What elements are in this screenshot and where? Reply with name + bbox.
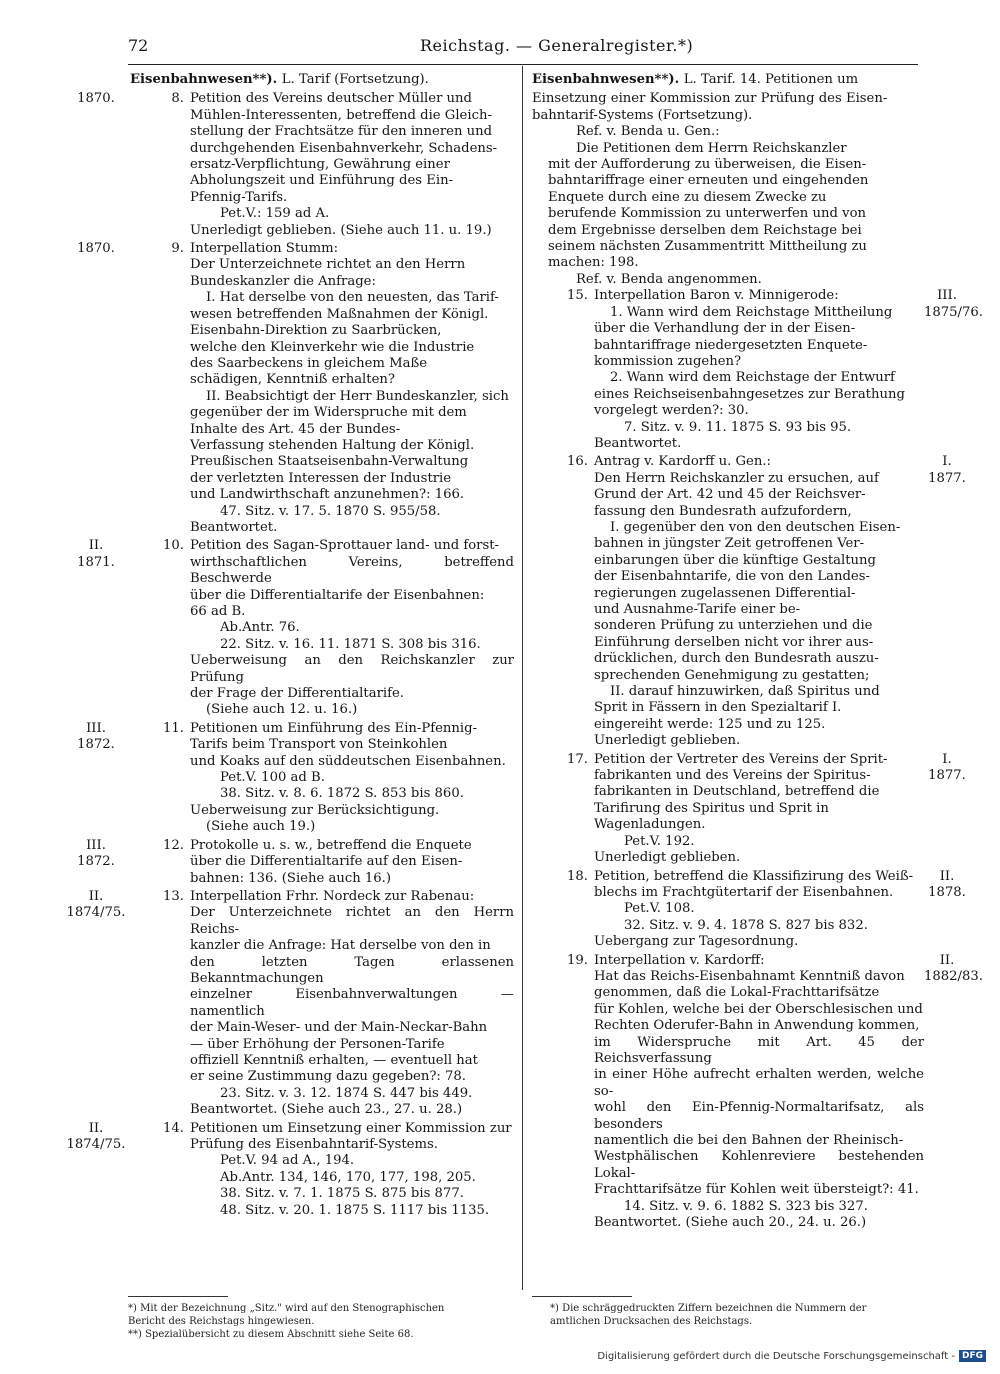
index-entry <box>532 952 983 1232</box>
entry-line: wohl den Ein-Pfennig-Normaltarifsatz, als besonders <box>594 1100 924 1132</box>
entry-number: 19. <box>567 952 588 968</box>
index-entry <box>532 454 970 749</box>
entry-line: über die Differentialtarife der Eisenbahnen: <box>190 587 485 603</box>
entry-line: der verletzten Interessen der Industrie <box>190 470 452 486</box>
entry-number: 10. <box>163 538 184 554</box>
page-number: 72 <box>128 36 149 55</box>
session-year: 1871. <box>77 554 115 570</box>
entry-number: 14. <box>163 1120 184 1136</box>
entry-line: Verfassung stehenden Haltung der Königl. <box>190 437 475 453</box>
session-label: III. <box>937 288 957 304</box>
entry-line: (Siehe auch 19.) <box>206 819 316 835</box>
right-column <box>532 72 983 1233</box>
entry-line: Pet.V. 108. <box>624 901 695 917</box>
entry-line: Eisenbahn-Direktion zu Saarbrücken, <box>190 323 442 339</box>
entry-number: 9. <box>171 241 184 257</box>
continuation-line: Einsetzung einer Kommission zur Prüfung des Eisen- <box>532 91 888 107</box>
entry-line: 66 ad B. <box>190 604 246 619</box>
entry-line: Unerledigt geblieben. <box>594 850 741 866</box>
entry-list <box>532 288 983 1231</box>
entry-line: Einführung derselben nicht vor ihrer aus- <box>594 634 874 650</box>
entry-session <box>924 288 983 452</box>
entry-line: wirthschaftlichen Vereins, betreffend Beschwerde <box>190 554 514 587</box>
entry-body <box>594 953 924 1232</box>
entry-line: Petitionen um Einführung des Ein-Pfennig- <box>190 720 478 736</box>
entry-body <box>190 1121 514 1219</box>
entry-line: 48. Sitz. v. 20. 1. 1875 S. 1117 bis 1135. <box>220 1202 490 1218</box>
index-entry <box>66 838 514 887</box>
session-label: I. <box>942 454 952 470</box>
entry-line: I. gegenüber den von den deutschen Eisen- <box>610 519 901 535</box>
entry-line: welche den Kleinverkehr wie die Industrie <box>190 339 475 355</box>
entry-line: Petitionen um Einsetzung einer Kommission zur <box>190 1120 512 1136</box>
index-entry <box>532 752 970 867</box>
entry-session <box>924 752 970 867</box>
entry-line: Beantwortet. <box>190 519 278 535</box>
entry-line: Petition der Vertreter des Vereins der Sprit- <box>594 751 888 767</box>
entry-line: schädigen, Kenntniß erhalten? <box>190 372 395 388</box>
session-label: II. <box>939 868 955 884</box>
entry-line: des Saarbeckens in gleichem Maße <box>190 355 428 371</box>
entry-body <box>190 538 514 718</box>
entry-line: 22. Sitz. v. 16. 11. 1871 S. 308 bis 316. <box>220 636 481 652</box>
entry-line: im Widerspruche mit Art. 45 der Reichsverfassung <box>594 1034 924 1066</box>
footnote-line: *) Mit der Bezeichnung „Sitz." wird auf den Stenographischen <box>128 1303 445 1314</box>
entry-line: Pet.V. 100 ad B. <box>220 770 325 786</box>
entry-line: Beantwortet. <box>594 435 682 451</box>
entry-line: Der Unterzeichnete richtet an den Herrn Reichs- <box>190 905 514 937</box>
entry-line: 2. Wann wird dem Reichstage der Entwurf <box>610 370 895 386</box>
entry-line: wesen betreffenden Maßnahmen der Königl. <box>190 306 489 322</box>
entry-line: namentlich die bei den Bahnen der Rheinisch- <box>594 1133 904 1148</box>
footnote-rule <box>128 1296 228 1297</box>
entry-line: fabrikanten in Deutschland, betreffend die <box>594 784 880 800</box>
index-entry <box>66 1121 514 1219</box>
footnote-line: **) Spezialübersicht zu diesem Abschnitt siehe Seite 68. <box>128 1329 414 1340</box>
entry-line: Uebergang zur Tagesordnung. <box>594 934 799 950</box>
entry-session <box>66 721 126 836</box>
entry-line: und Ausnahme-Tarife einer be- <box>594 602 801 617</box>
session-label: I. <box>942 751 952 767</box>
entry-session <box>66 838 126 887</box>
entry-line: Pet.V.: 159 ad A. <box>220 206 330 222</box>
entry-session <box>66 538 126 718</box>
entry-line: fassung den Bundesrath aufzufordern, <box>594 503 852 519</box>
entry-line: kommission zugehen? <box>594 353 742 369</box>
footnotes-right <box>550 1302 930 1328</box>
entry-body <box>190 721 514 836</box>
footnote-line: amtlichen Drucksachen des Reichstags. <box>550 1316 753 1327</box>
running-title: Reichstag. — Generalregister.*) <box>420 36 694 55</box>
session-label: III. <box>86 720 106 736</box>
session-year: 1878. <box>928 884 966 900</box>
entry-line: Protokolle u. s. w., betreffend die Enquete <box>190 837 472 853</box>
entry-line: über die Verhandlung der in der Eisen- <box>594 321 856 337</box>
entry-line: Antrag v. Kardorff u. Gen.: <box>594 454 771 470</box>
entry-line: sprechenden Genehmigung zu gestatten; <box>594 667 870 683</box>
entry-line: Rechten Oderufer-Bahn in Anwendung kommen, <box>594 1018 920 1034</box>
entry-line: eingereiht werde: 125 und zu 125. <box>594 716 826 732</box>
entry-body <box>190 91 514 239</box>
session-label: III. <box>86 837 106 853</box>
entry-body <box>190 889 514 1119</box>
footnote-rule <box>532 1296 632 1297</box>
entry-body <box>594 454 924 749</box>
entry-line: II. Beabsichtigt der Herr Bundeskanzler, sich <box>206 388 509 404</box>
session-year: 1877. <box>928 768 966 784</box>
entry-line: Mühlen-Interessenten, betreffend die Gleich- <box>190 107 492 123</box>
entry-line: Interpellation v. Kardorff: <box>594 952 765 968</box>
entry-body <box>190 241 514 536</box>
entry-line: Hat das Reichs-Eisenbahnamt Kenntniß davon <box>594 968 905 984</box>
entry-line: Ueberweisung zur Berücksichtigung. <box>190 802 440 818</box>
entry-line: Pfennig-Tarifs. <box>190 189 288 205</box>
entry-line: Petition, betreffend die Klassifizirung des Weiß- <box>594 868 914 884</box>
continuation-line: bahntarif-Systems (Fortsetzung). <box>532 107 753 123</box>
entry-line: Interpellation Frhr. Nordeck zur Rabenau: <box>190 888 475 904</box>
entry-line: Tarifirung des Spiritus und Sprit in <box>594 800 829 816</box>
session-year: 1882/83. <box>924 968 983 984</box>
entry-line: Petition des Sagan-Sprottauer land- und forst- <box>190 538 500 554</box>
entry-line: durchgehenden Eisenbahnverkehr, Schadens- <box>190 140 498 156</box>
index-entry <box>66 91 514 239</box>
footnote-line: Bericht des Reichstags hingewiesen. <box>128 1316 315 1327</box>
entry-number: 15. <box>567 288 588 304</box>
entry-line: ersatz-Verpflichtung, Gewährung einer <box>190 157 450 173</box>
entry-list <box>66 91 514 1219</box>
section-subtitle: L. Tarif (Fortsetzung). <box>281 72 429 87</box>
session-year: 1874/75. <box>66 905 126 921</box>
entry-number: 18. <box>567 868 588 884</box>
session-year: 1872. <box>77 737 115 753</box>
entry-line: Interpellation Baron v. Minnigerode: <box>594 288 839 304</box>
entry-line: fabrikanten und des Vereins der Spiritus- <box>594 768 871 784</box>
entry-line: 47. Sitz. v. 17. 5. 1870 S. 955/58. <box>220 503 441 519</box>
index-entry <box>66 721 514 836</box>
entry-line: — über Erhöhung der Personen-Tarife <box>190 1036 445 1052</box>
entry-line: Ueberweisung an den Reichskanzler zur Prüfung <box>190 653 514 685</box>
entry-line: bahntariffrage niedergesetzten Enquete- <box>594 337 868 353</box>
continuation-line: bahntariffrage einer erneuten und eingehenden <box>548 173 869 189</box>
entry-number: 8. <box>171 91 184 107</box>
entry-line: Westphälischen Kohlenreviere bestehenden Lokal- <box>594 1149 924 1181</box>
entry-line: 32. Sitz. v. 9. 4. 1878 S. 827 bis 832. <box>624 917 868 933</box>
entry-session <box>924 454 970 749</box>
entry-line: für Kohlen, welche bei der Oberschlesischen und <box>594 1001 923 1017</box>
entry-line: Wagenladungen. <box>594 817 706 833</box>
continuation-line: Ref. v. Benda u. Gen.: <box>576 124 720 140</box>
entry-line: gegenüber der im Widerspruche mit dem <box>190 405 467 421</box>
entry-session <box>924 869 970 951</box>
section-title: Eisenbahnwesen**). <box>532 72 680 87</box>
session-year: 1875/76. <box>924 304 983 320</box>
section-subtitle: L. Tarif. 14. Petitionen um <box>683 72 859 87</box>
continuation-line: berufende Kommission zu unterwerfen und von <box>548 206 866 222</box>
entry-session <box>66 889 126 1119</box>
entry-line: und Landwirthschaft anzunehmen?: 166. <box>190 487 465 503</box>
entry-line: in einer Höhe aufrecht erhalten werden, welche so- <box>594 1067 924 1099</box>
entry-line: 38. Sitz. v. 7. 1. 1875 S. 875 bis 877. <box>220 1186 464 1202</box>
entry-number: 17. <box>567 751 588 767</box>
entry-line: einbarungen über die künftige Gestaltung <box>594 552 876 568</box>
entry-line: 7. Sitz. v. 9. 11. 1875 S. 93 bis 95. <box>624 419 852 435</box>
entry-line: der Frage der Differentialtarife. <box>190 686 404 702</box>
continuation-line: seinem nächsten Zusammentritt Mittheilung zu <box>548 239 867 255</box>
entry-line: Ab.Antr. 76. <box>220 620 300 636</box>
entry-number: 12. <box>163 837 184 853</box>
entry-line: sonderen Prüfung zu unterziehen und die <box>594 618 873 634</box>
entry-line: kanzler die Anfrage: Hat derselbe von den in <box>190 938 491 954</box>
entry-line: und Koaks auf den süddeutschen Eisenbahnen. <box>190 753 506 769</box>
entry-line: 1. Wann wird dem Reichstage Mittheilung <box>610 304 893 320</box>
index-entry <box>66 889 514 1119</box>
entry-body <box>594 288 924 452</box>
entry-line: Beantwortet. (Siehe auch 23., 27. u. 28.) <box>190 1102 463 1118</box>
session-year: 1877. <box>928 470 966 486</box>
entry-line: 14. Sitz. v. 9. 6. 1882 S. 323 bis 327. <box>624 1198 868 1214</box>
entry-line: Pet.V. 192. <box>624 833 695 849</box>
index-entry <box>66 241 514 536</box>
continuation-line: Ref. v. Benda angenommen. <box>576 271 762 287</box>
entry-line: bahnen: 136. (Siehe auch 16.) <box>190 870 392 886</box>
dfg-logo: DFG <box>959 1350 986 1362</box>
session-label: 1870. <box>77 241 115 257</box>
section-title: Eisenbahnwesen**). <box>130 72 278 87</box>
entry-line: genommen, daß die Lokal-Frachttarifsätze <box>594 985 880 1001</box>
column-divider <box>522 66 523 1290</box>
entry-line: Petition des Vereins deutscher Müller und <box>190 91 472 107</box>
entry-line: Unerledigt geblieben. (Siehe auch 11. u. 19.) <box>190 222 492 238</box>
session-year: 1872. <box>77 854 115 870</box>
entry-session <box>66 1121 126 1219</box>
entry-line: drücklichen, durch den Bundesrath auszu- <box>594 651 879 667</box>
session-label: II. <box>88 1120 104 1136</box>
entry-line: 38. Sitz. v. 8. 6. 1872 S. 853 bis 860. <box>220 786 464 802</box>
entry-line: regierungen zugelassenen Differential- <box>594 585 856 601</box>
continuation-line: mit der Aufforderung zu überweisen, die Eisen- <box>548 157 867 173</box>
session-label: II. <box>939 952 955 968</box>
continuation-line: machen: 198. <box>548 255 639 271</box>
index-entry <box>66 538 514 718</box>
continuation-line: dem Ergebnisse derselben dem Reichstage bei <box>548 222 862 238</box>
entry-line: Abholungszeit und Einführung des Ein- <box>190 173 454 189</box>
entry-number: 11. <box>163 720 184 736</box>
continuation-block <box>532 91 970 288</box>
entry-session <box>66 91 126 239</box>
entry-line: eines Reichseisenbahngesetzes zur Berathung <box>594 386 905 402</box>
entry-line: Preußischen Staatseisenbahn-Verwaltung <box>190 454 469 470</box>
session-year: 1874/75. <box>66 1137 126 1152</box>
entry-session <box>66 241 126 536</box>
entry-line: Beantwortet. (Siehe auch 20., 24. u. 26.) <box>594 1215 867 1231</box>
index-entry <box>532 288 983 452</box>
entry-line: blechs im Frachtgütertarif der Eisenbahnen. <box>594 884 894 900</box>
entry-line: Ab.Antr. 134, 146, 170, 177, 198, 205. <box>220 1169 476 1185</box>
session-label: 1870. <box>77 91 115 107</box>
entry-line: Grund der Art. 42 und 45 der Reichsver- <box>594 487 866 503</box>
entry-session <box>924 952 983 1232</box>
credit-text: Digitalisierung gefördert durch die Deutsche Forschungsgemeinschaft - <box>597 1350 955 1362</box>
entry-line: Inhalte des Art. 45 der Bundes- <box>190 421 401 437</box>
entry-line: der Main-Weser- und der Main-Neckar-Bahn <box>190 1020 488 1036</box>
session-label: II. <box>88 538 104 554</box>
left-column <box>66 72 514 1221</box>
entry-line: den letzten Tagen erlassenen Bekanntmachungen <box>190 954 514 986</box>
entry-line: er seine Zustimmung dazu gegeben?: 78. <box>190 1069 466 1085</box>
entry-line: Frachttarifsätze für Kohlen weit übersteigt?: 41. <box>594 1182 919 1198</box>
entry-line: Bundeskanzler die Anfrage: <box>190 273 376 289</box>
entry-number: 16. <box>567 454 588 470</box>
entry-line: Tarifs beim Transport von Steinkohlen <box>190 737 448 753</box>
entry-line: Unerledigt geblieben. <box>594 733 741 749</box>
session-label: II. <box>88 888 104 904</box>
entry-line: Den Herrn Reichskanzler zu ersuchen, auf <box>594 470 879 486</box>
entry-line: Der Unterzeichnete richtet an den Herrn <box>190 257 466 273</box>
entry-line: stellung der Frachtsätze für den inneren und <box>190 124 493 140</box>
entry-line: 23. Sitz. v. 3. 12. 1874 S. 447 bis 449. <box>220 1085 473 1101</box>
footnotes-left <box>128 1302 508 1341</box>
entry-line: Pet.V. 94 ad A., 194. <box>220 1153 355 1169</box>
entry-line: Interpellation Stumm: <box>190 241 339 257</box>
entry-line: offiziell Kenntniß erhalten, — eventuell hat <box>190 1052 478 1068</box>
continuation-line: Die Petitionen dem Herrn Reichskanzler <box>576 140 847 156</box>
entry-line: II. darauf hinzuwirken, daß Spiritus und <box>610 684 880 700</box>
entry-number: 13. <box>163 888 184 904</box>
section-heading <box>532 72 970 88</box>
entry-body <box>190 838 514 887</box>
digitization-credit <box>597 1350 986 1362</box>
entry-line: Sprit in Fässern in den Spezialtarif I. <box>594 700 842 716</box>
index-entry <box>532 869 970 951</box>
entry-line: vorgelegt werden?: 30. <box>594 403 749 419</box>
header-rule <box>128 64 918 65</box>
entry-line: der Eisenbahntarife, die von den Landes- <box>594 569 870 585</box>
section-heading <box>130 72 514 88</box>
entry-line: I. Hat derselbe von den neuesten, das Tarif- <box>206 290 499 306</box>
entry-line: über die Differentialtarife auf den Eisen- <box>190 854 463 870</box>
entry-body <box>594 752 924 867</box>
entry-line: Prüfung des Eisenbahntarif-Systems. <box>190 1137 438 1152</box>
entry-line: (Siehe auch 12. u. 16.) <box>206 702 358 718</box>
entry-line: einzelner Eisenbahnverwaltungen — namentlich <box>190 987 514 1019</box>
footnote-line: *) Die schräggedruckten Ziffern bezeichnen die Nummern der <box>550 1303 867 1314</box>
entry-line: bahnen in jüngster Zeit getroffenen Ver- <box>594 536 865 552</box>
page-header <box>128 36 918 56</box>
continuation-line: Enquete durch eine zu diesem Zwecke zu <box>548 189 827 205</box>
entry-body <box>594 869 924 951</box>
